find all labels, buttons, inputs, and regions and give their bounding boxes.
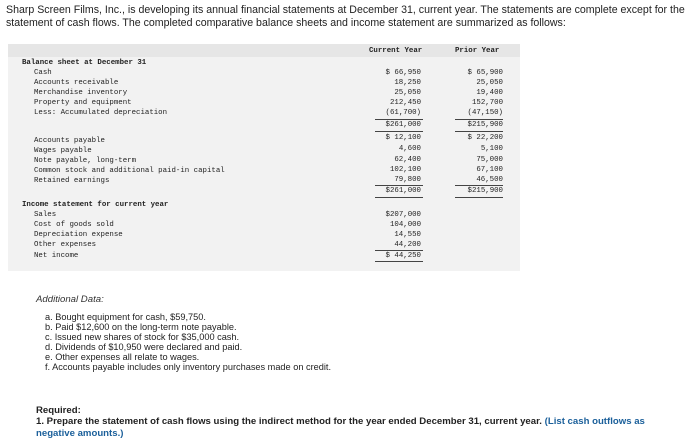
required-emphasis: (List cash outflows as negative amounts.) [36,416,645,439]
list-item: c. Issued new shares of stock for $35,000 cash. [45,332,240,343]
row-value-current: 14,550 [394,231,421,239]
row-value-current: 102,100 [389,166,421,174]
intro-paragraph: Sharp Screen Films, Inc., is developing its annual financial statements at December 31, current year. The statements are complete except for the statement of cash flows. The completed comparative balance sheets and income statement are summarized as follows: [6,4,685,29]
subtotal-rule [455,119,503,120]
list-item: d. Dividends of $10,950 were declared and paid. [45,342,243,353]
required-instruction: 1. Prepare the statement of cash flows using the indirect method for the year ended December 31, current year. [36,416,542,427]
row-label: Cash [34,69,52,77]
list-item: b. Paid $12,600 on the long-term note payable. [45,322,237,333]
subtotal-rule [375,250,423,251]
additional-data-list [45,312,465,373]
total-assets-prior: $215,900 [467,121,503,129]
row-value-prior: 75,000 [476,156,503,164]
row-label: Retained earnings [34,177,110,185]
row-label: Merchandise inventory [34,89,128,97]
row-label: Sales [34,211,57,219]
subtotal-rule [375,119,423,120]
row-label: Other expenses [34,241,97,249]
total-liabilities-current: $261,000 [385,187,421,195]
row-value-prior: 152,700 [471,99,503,107]
row-value-prior: 46,500 [476,176,503,184]
row-label: Depreciation expense [34,231,123,239]
total-rule [455,131,503,132]
row-label: Property and equipment [34,99,132,107]
row-value-prior: 67,100 [476,166,503,174]
row-label: Less: Accumulated depreciation [34,109,168,117]
row-value-current: 79,800 [394,176,421,184]
column-header-strip [8,44,520,57]
list-item: e. Other expenses all relate to wages. [45,352,200,363]
net-income-value: $ 44,250 [385,252,421,260]
row-value-current: 62,400 [394,156,421,164]
row-label: Common stock and additional paid-in capital [34,167,225,175]
total-rule [375,261,423,262]
column-header-current: Current Year [369,47,423,55]
row-value-current: 104,000 [389,221,421,229]
subtotal-rule [455,185,503,186]
row-label: Accounts receivable [34,79,119,87]
total-assets-current: $261,000 [385,121,421,129]
subtotal-rule [375,185,423,186]
row-value-prior: 19,400 [476,89,503,97]
total-rule [375,131,423,132]
row-value-prior: $ 65,900 [467,69,503,77]
row-value-current: 212,450 [389,99,421,107]
row-value-current: $ 12,100 [385,134,421,142]
list-item: f. Accounts payable includes only inventory purchases made on credit. [45,362,331,373]
row-value-prior: (47,150) [467,109,503,117]
row-value-current: 4,600 [398,145,421,153]
row-value-current: 18,250 [394,79,421,87]
row-label: Wages payable [34,147,92,155]
row-value-current: 25,050 [394,89,421,97]
total-rule [375,197,423,198]
row-label: Cost of goods sold [34,221,114,229]
list-item: a. Bought equipment for cash, $59,750. [45,312,206,322]
row-value-current: $207,000 [385,211,421,219]
total-rule [455,197,503,198]
required-text [36,416,686,440]
row-value-prior: 25,050 [476,79,503,87]
row-value-current: (61,700) [385,109,421,117]
row-label: Note payable, long-term [34,157,137,165]
row-value-prior: $ 22,200 [467,134,503,142]
row-label: Accounts payable [34,137,105,145]
total-liabilities-prior: $215,900 [467,187,503,195]
required-title: Required: [36,405,81,416]
row-value-prior: 5,100 [480,145,503,153]
column-header-prior: Prior Year [455,47,500,55]
row-value-current: $ 66,950 [385,69,421,77]
row-label: Net income [34,252,79,260]
income-statement-heading: Income statement for current year [22,201,169,209]
additional-data-title: Additional Data: [36,294,104,305]
balance-sheet-heading: Balance sheet at December 31 [22,59,147,67]
row-value-current: 44,200 [394,241,421,249]
